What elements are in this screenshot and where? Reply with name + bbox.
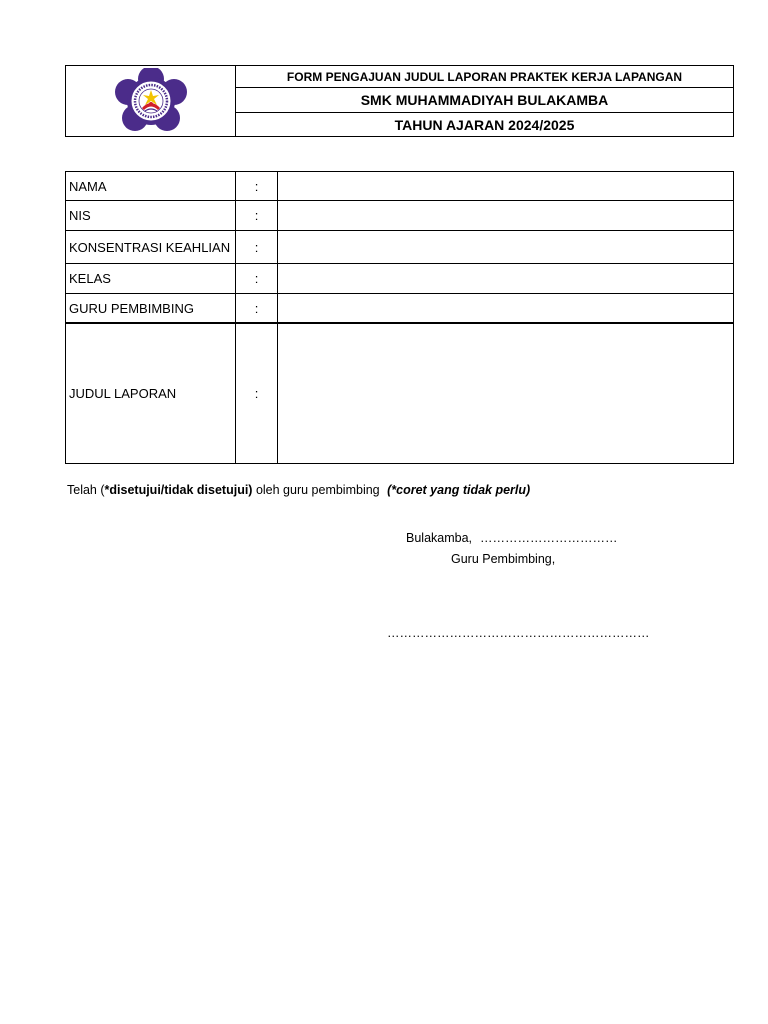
field-label: NIS [66, 201, 236, 230]
school-name: SMK MUHAMMADIYAH BULAKAMBA [236, 88, 733, 113]
approval-statement [67, 483, 530, 497]
field-colon: : [236, 294, 278, 322]
approval-note: (*coret yang tidak perlu) [387, 483, 531, 497]
field-label: GURU PEMBIMBING [66, 294, 236, 322]
approval-middle: oleh guru pembimbing [252, 483, 384, 497]
field-colon: : [236, 201, 278, 230]
academic-year: TAHUN AJARAN 2024/2025 [394, 116, 575, 133]
signer-title: Guru Pembimbing, [451, 552, 556, 566]
approval-options: *disetujui/tidak disetujui) [104, 483, 253, 497]
form-title: FORM PENGAJUAN JUDUL LAPORAN PRAKTEK KERJA LAPANGAN [236, 66, 733, 88]
row-nis [66, 201, 733, 231]
field-colon: : [236, 231, 278, 263]
row-nama [66, 172, 733, 201]
row-judul-laporan [66, 323, 733, 463]
field-value-kelas[interactable] [278, 264, 733, 293]
field-colon: : [236, 264, 278, 293]
approval-prefix: Telah ( [67, 483, 105, 497]
field-label: KONSENTRASI KEAHLIAN [66, 231, 236, 263]
place-date-line [406, 531, 618, 545]
field-value-guru[interactable] [278, 294, 733, 322]
logo-cell [66, 66, 236, 136]
field-label: KELAS [66, 264, 236, 293]
signature-name-blank: ……………………………………………………… [387, 626, 650, 640]
row-guru-pembimbing [66, 294, 733, 323]
school-emblem-icon [114, 68, 188, 134]
place-label: Bulakamba, [406, 531, 473, 545]
field-label: NAMA [66, 172, 236, 200]
field-colon: : [236, 324, 278, 463]
form-header [65, 65, 734, 137]
field-value-judul[interactable] [278, 324, 733, 463]
field-value-konsentrasi[interactable] [278, 231, 733, 263]
field-label: JUDUL LAPORAN [66, 324, 236, 463]
field-colon: : [236, 172, 278, 200]
title-column [236, 66, 733, 136]
student-data-table [65, 171, 734, 464]
date-blank: …………………………… [480, 531, 618, 545]
row-kelas [66, 264, 733, 294]
row-konsentrasi-keahlian [66, 231, 733, 264]
field-value-nama[interactable] [278, 172, 733, 200]
field-value-nis[interactable] [278, 201, 733, 230]
